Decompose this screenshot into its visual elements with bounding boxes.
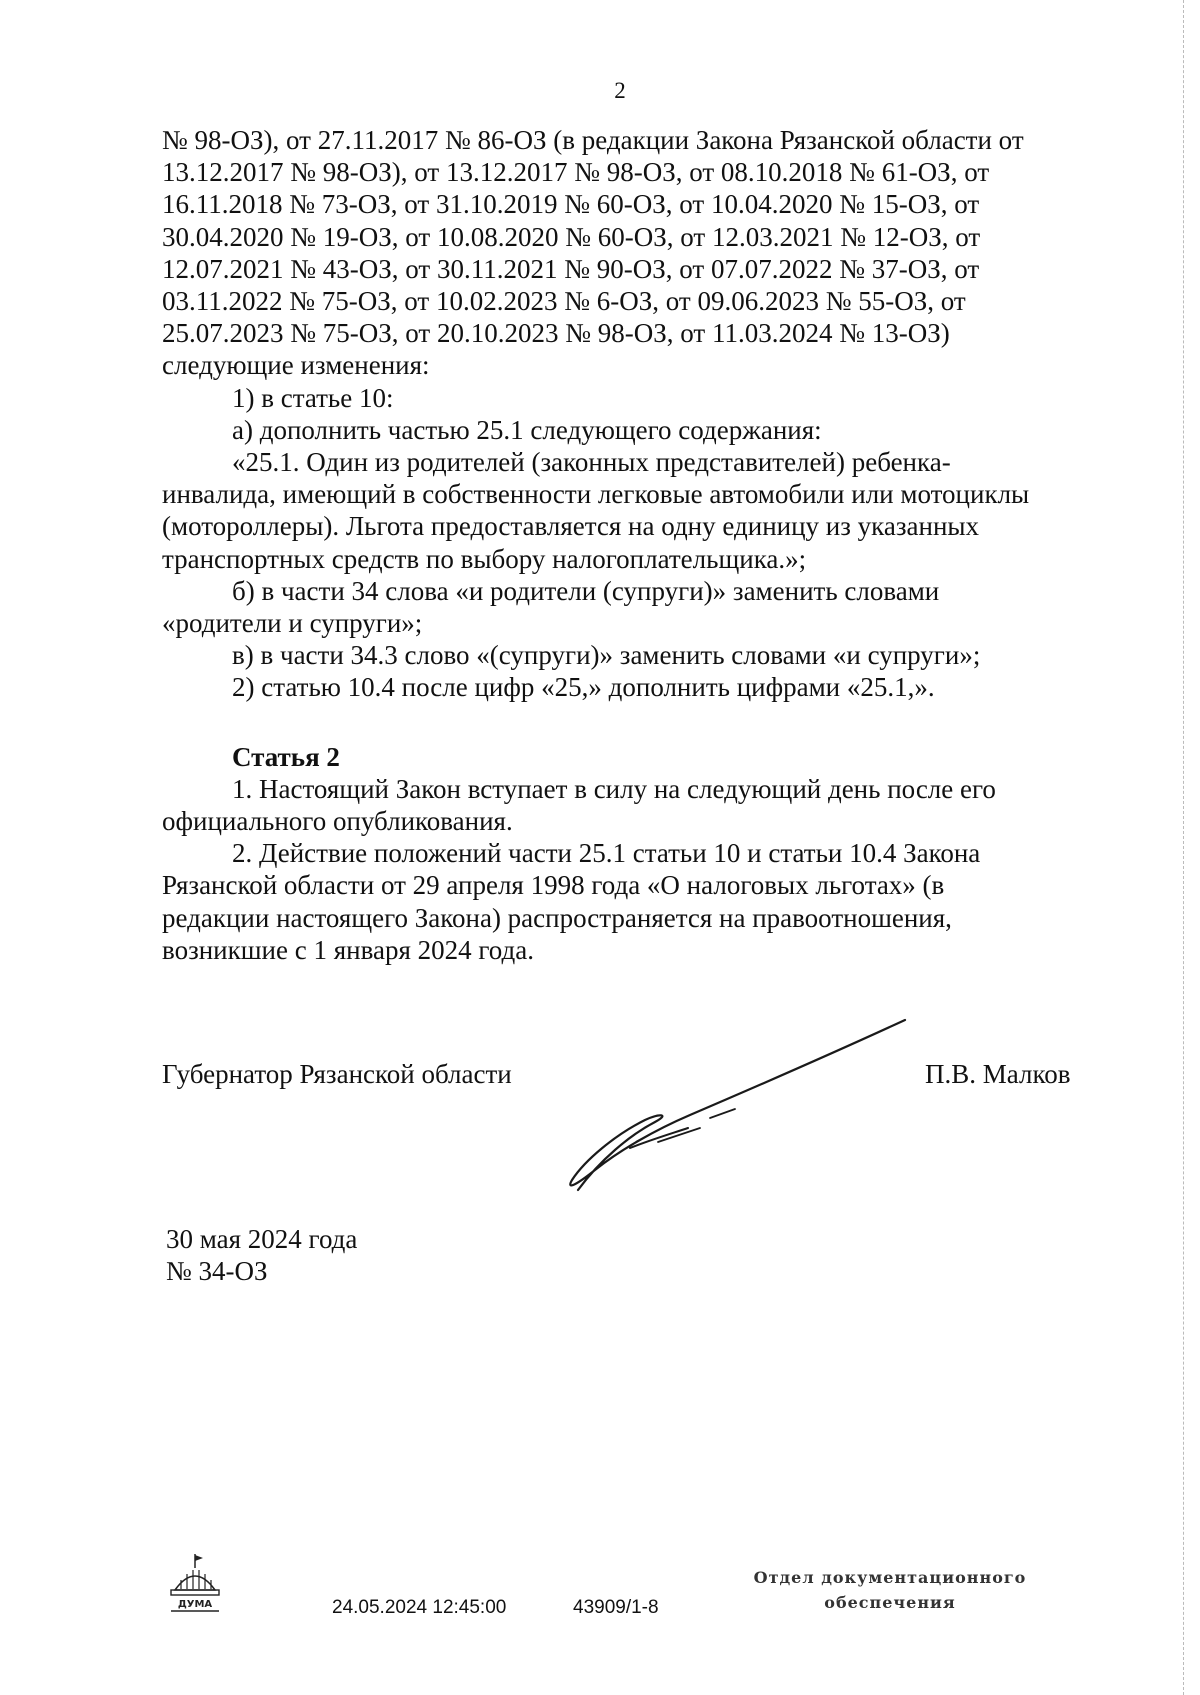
article-2-para-2: Рязанской области от 29 апреля 1998 года «О налоговых льготах» (в bbox=[162, 870, 945, 901]
item-1: 1) в статье 10: bbox=[232, 382, 394, 413]
article-2-para-2: 2. Действие положений части 25.1 статьи 10 и статьи 10.4 Закона bbox=[232, 838, 981, 869]
intro-line: № 98-ОЗ), от 27.11.2017 № 86-ОЗ (в редакции Закона Рязанской области от bbox=[162, 125, 1024, 155]
department-stamp bbox=[740, 1565, 1040, 1615]
article-2-para-2: редакции настоящего Закона) распространяется на правоотношения, bbox=[162, 902, 952, 933]
signer-title: Губернатор Рязанской области bbox=[162, 1059, 512, 1089]
page-number: 2 bbox=[614, 78, 626, 103]
department-stamp-line: Отдел документационного bbox=[753, 1568, 1027, 1587]
law-number: № 34-ОЗ bbox=[166, 1256, 268, 1286]
footer-registration-number: 43909/1-8 bbox=[573, 1597, 659, 1618]
law-text bbox=[162, 124, 1092, 966]
signing-date-block bbox=[166, 1223, 357, 1287]
intro-line: 13.12.2017 № 98-ОЗ), от 13.12.2017 № 98-ОЗ, от 08.10.2018 № 61-ОЗ, от bbox=[162, 157, 990, 188]
item-1v: в) в части 34.3 слово «(супруги)» заменить словами «и супруги»; bbox=[232, 640, 981, 671]
intro-line: 25.07.2023 № 75-ОЗ, от 20.10.2023 № 98-ОЗ, от 11.03.2024 № 13-ОЗ) bbox=[162, 318, 950, 349]
item-1b: б) в части 34 слова «и родители (супруги)» заменить словами bbox=[232, 575, 940, 606]
item-2: 2) статью 10.4 после цифр «25,» дополнить цифрами «25.1,». bbox=[232, 672, 935, 703]
quote-line: «25.1. Один из родителей (законных представителей) ребенка- bbox=[232, 447, 951, 478]
quote-line: транспортных средств по выбору налогоплательщика.»; bbox=[162, 543, 807, 574]
intro-line: 12.07.2021 № 43-ОЗ, от 30.11.2021 № 90-ОЗ, от 07.07.2022 № 37-ОЗ, от bbox=[162, 253, 980, 284]
quote-line: инвалида, имеющий в собственности легковые автомобили или мотоциклы bbox=[162, 479, 1030, 510]
signature-image bbox=[560, 1010, 920, 1200]
signer-name: П.В. Малков bbox=[925, 1059, 1071, 1089]
signing-date: 30 мая 2024 года bbox=[166, 1224, 358, 1254]
article-2-para-2: возникшие с 1 января 2024 года. bbox=[162, 934, 534, 965]
scan-edge-artifact bbox=[1183, 0, 1185, 1695]
article-2-para-1: 1. Настоящий Закон вступает в силу на следующий день после его bbox=[232, 773, 996, 804]
duma-logo-icon bbox=[165, 1552, 225, 1622]
intro-line: 03.11.2022 № 75-ОЗ, от 10.02.2023 № 6-ОЗ, от 09.06.2023 № 55-ОЗ, от bbox=[162, 286, 966, 317]
intro-line: следующие изменения: bbox=[162, 350, 430, 381]
intro-line: 16.11.2018 № 73-ОЗ, от 31.10.2019 № 60-ОЗ, от 10.04.2020 № 15-ОЗ, от bbox=[162, 189, 980, 220]
item-1b: «родители и супруги»; bbox=[162, 608, 423, 639]
footer-timestamp: 24.05.2024 12:45:00 bbox=[332, 1597, 507, 1618]
article-2-para-1: официального опубликования. bbox=[162, 806, 513, 837]
item-1a: а) дополнить частью 25.1 следующего содержания: bbox=[232, 414, 822, 445]
quote-line: (мотороллеры). Льгота предоставляется на одну единицу из указанных bbox=[162, 511, 980, 542]
article-2-heading: Статья 2 bbox=[232, 741, 340, 772]
department-stamp-line: обеспечения bbox=[824, 1593, 956, 1612]
duma-logo-text: ДУМА bbox=[177, 1599, 213, 1610]
intro-line: 30.04.2020 № 19-ОЗ, от 10.08.2020 № 60-ОЗ, от 12.03.2021 № 12-ОЗ, от bbox=[162, 221, 981, 252]
